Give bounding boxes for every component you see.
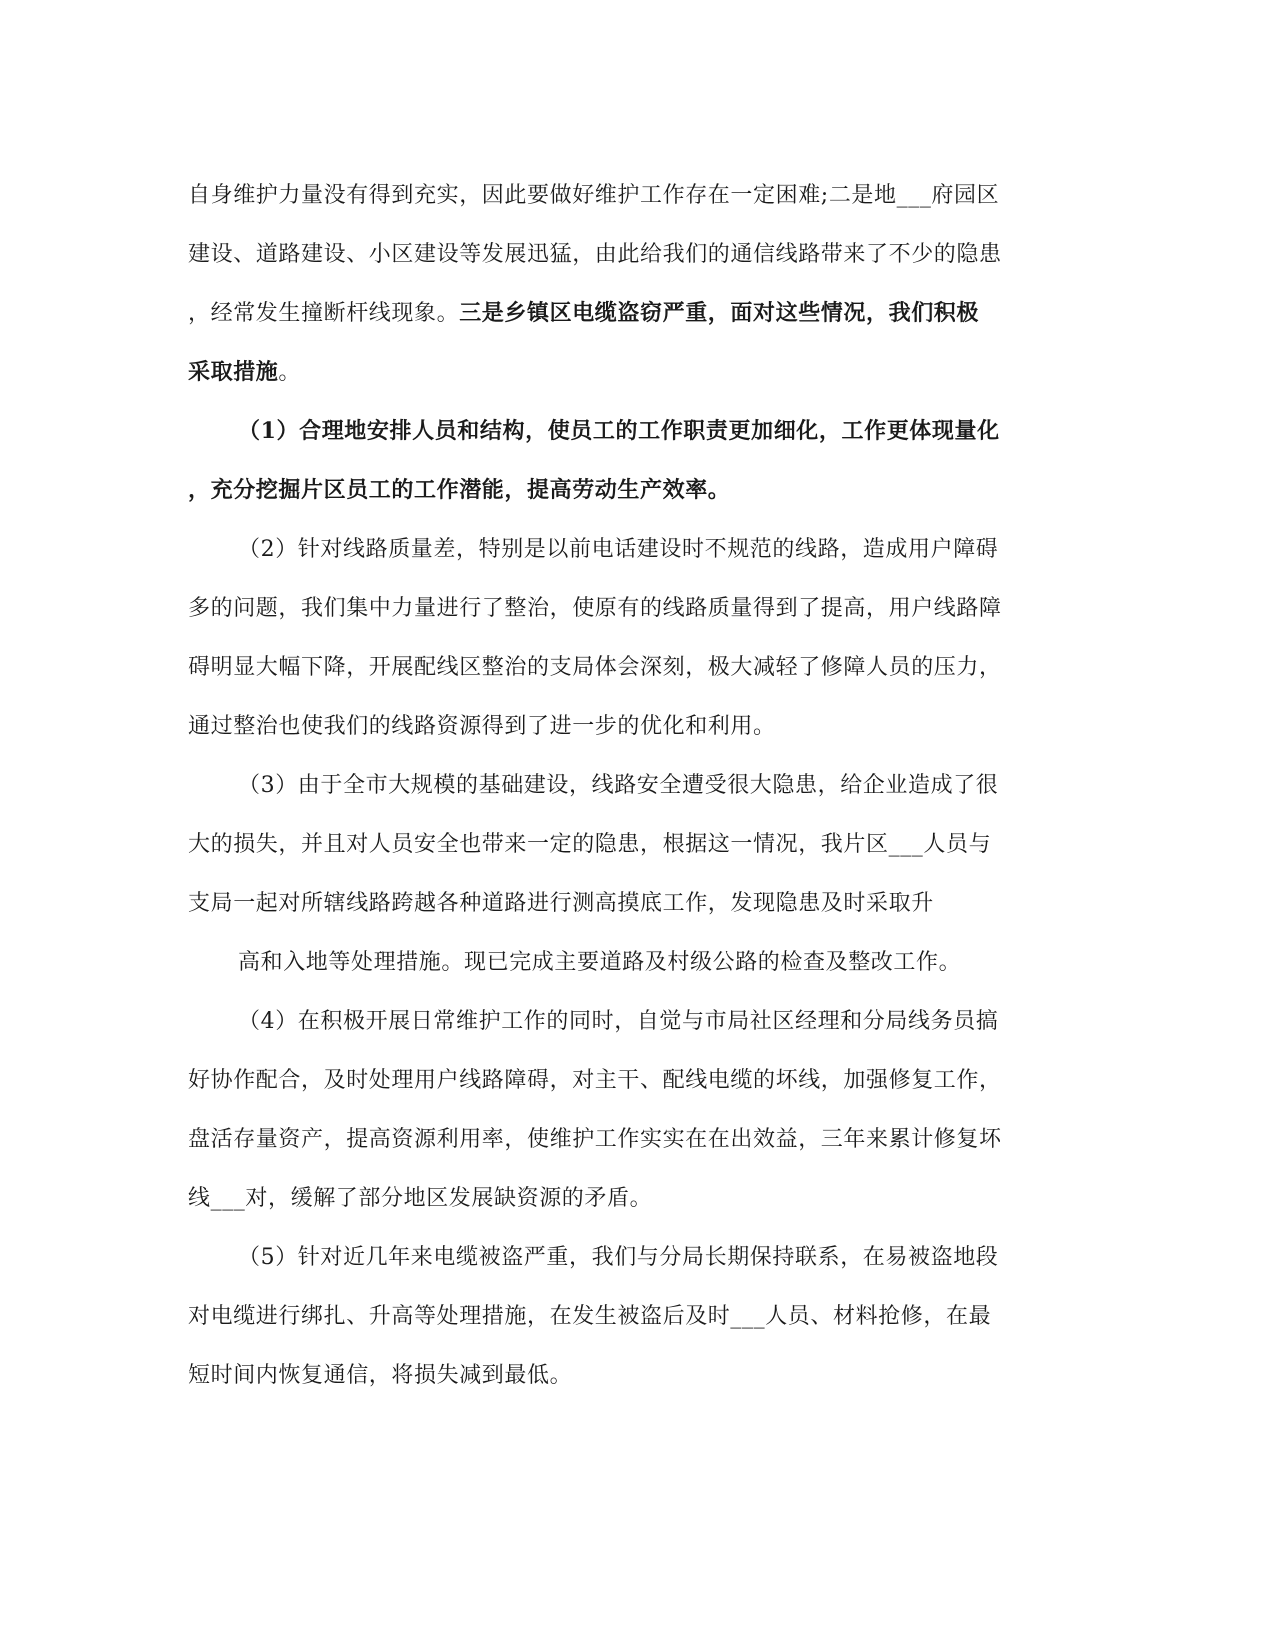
text-line: 多的问题，我们集中力量进行了整治，使原有的线路质量得到了提高，用户线路障 xyxy=(188,596,1002,621)
text-line: 大的损失，并且对人员安全也带来一定的隐患，根据这一情况，我片区___人员与 xyxy=(188,832,992,857)
text-line: 盘活存量资产，提高资源利用率，使维护工作实实在在出效益，三年来累计修复坏 xyxy=(188,1127,1002,1152)
numbered-item-1: （1）合理地安排人员和结构，使员工的工作职责更加细化，工作更体现量化 xyxy=(238,418,1000,444)
numbered-item-2: （2）针对线路质量差，特别是以前电话建设时不规范的线路，造成用户障碍 xyxy=(238,537,999,562)
text-line: ，充分挖掘片区员工的工作潜能，提高劳动生产效率。 xyxy=(188,477,731,503)
text-line: 建设、道路建设、小区建设等发展迅猛，由此给我们的通信线路带来了不少的隐患 xyxy=(188,242,1002,267)
numbered-item-5: （5）针对近几年来电缆被盗严重，我们与分局长期保持联系，在易被盗地段 xyxy=(238,1245,999,1270)
text-line xyxy=(188,284,1088,343)
text-line: 高和入地等处理措施。现已完成主要道路及村级公路的检查及整改工作。 xyxy=(238,950,962,975)
bold-text-span: 三是乡镇区电缆盗窃严重，面对这些情况，我们积极 xyxy=(459,300,980,326)
text-span: ，经常发生撞断杆线现象。 xyxy=(188,301,460,326)
text-line: 通过整治也使我们的线路资源得到了进一步的优化和利用。 xyxy=(188,714,776,739)
text-line: 对电缆进行绑扎、升高等处理措施，在发生被盗后及时___人员、材料抢修，在最 xyxy=(188,1304,992,1329)
text-line xyxy=(188,343,1088,402)
numbered-item-3: （3）由于全市大规模的基础建设，线路安全遭受很大隐患，给企业造成了很 xyxy=(238,773,999,798)
text-line: 碍明显大幅下降，开展配线区整治的支局体会深刻，极大减轻了修障人员的压力， xyxy=(188,655,1002,680)
text-line: 短时间内恢复通信，将损失减到最低。 xyxy=(188,1363,573,1388)
numbered-item-4: （4）在积极开展日常维护工作的同时，自觉与市局社区经理和分局线务员搞 xyxy=(238,1009,999,1034)
text-line: 好协作配合，及时处理用户线路障碍，对主干、配线电缆的坏线，加强修复工作， xyxy=(188,1068,1002,1093)
text-line: 线___对，缓解了部分地区发展缺资源的矛盾。 xyxy=(188,1186,653,1211)
text-span: 。 xyxy=(278,360,302,385)
text-line: 支局一起对所辖线路跨越各种道路进行测高摸底工作，发现隐患及时采取升 xyxy=(188,891,934,916)
text-line: 自身维护力量没有得到充实，因此要做好维护工作存在一定困难;二是地___府园区 xyxy=(188,183,1000,208)
body-text xyxy=(188,166,1088,1405)
bold-text-span: 采取措施 xyxy=(188,359,279,385)
